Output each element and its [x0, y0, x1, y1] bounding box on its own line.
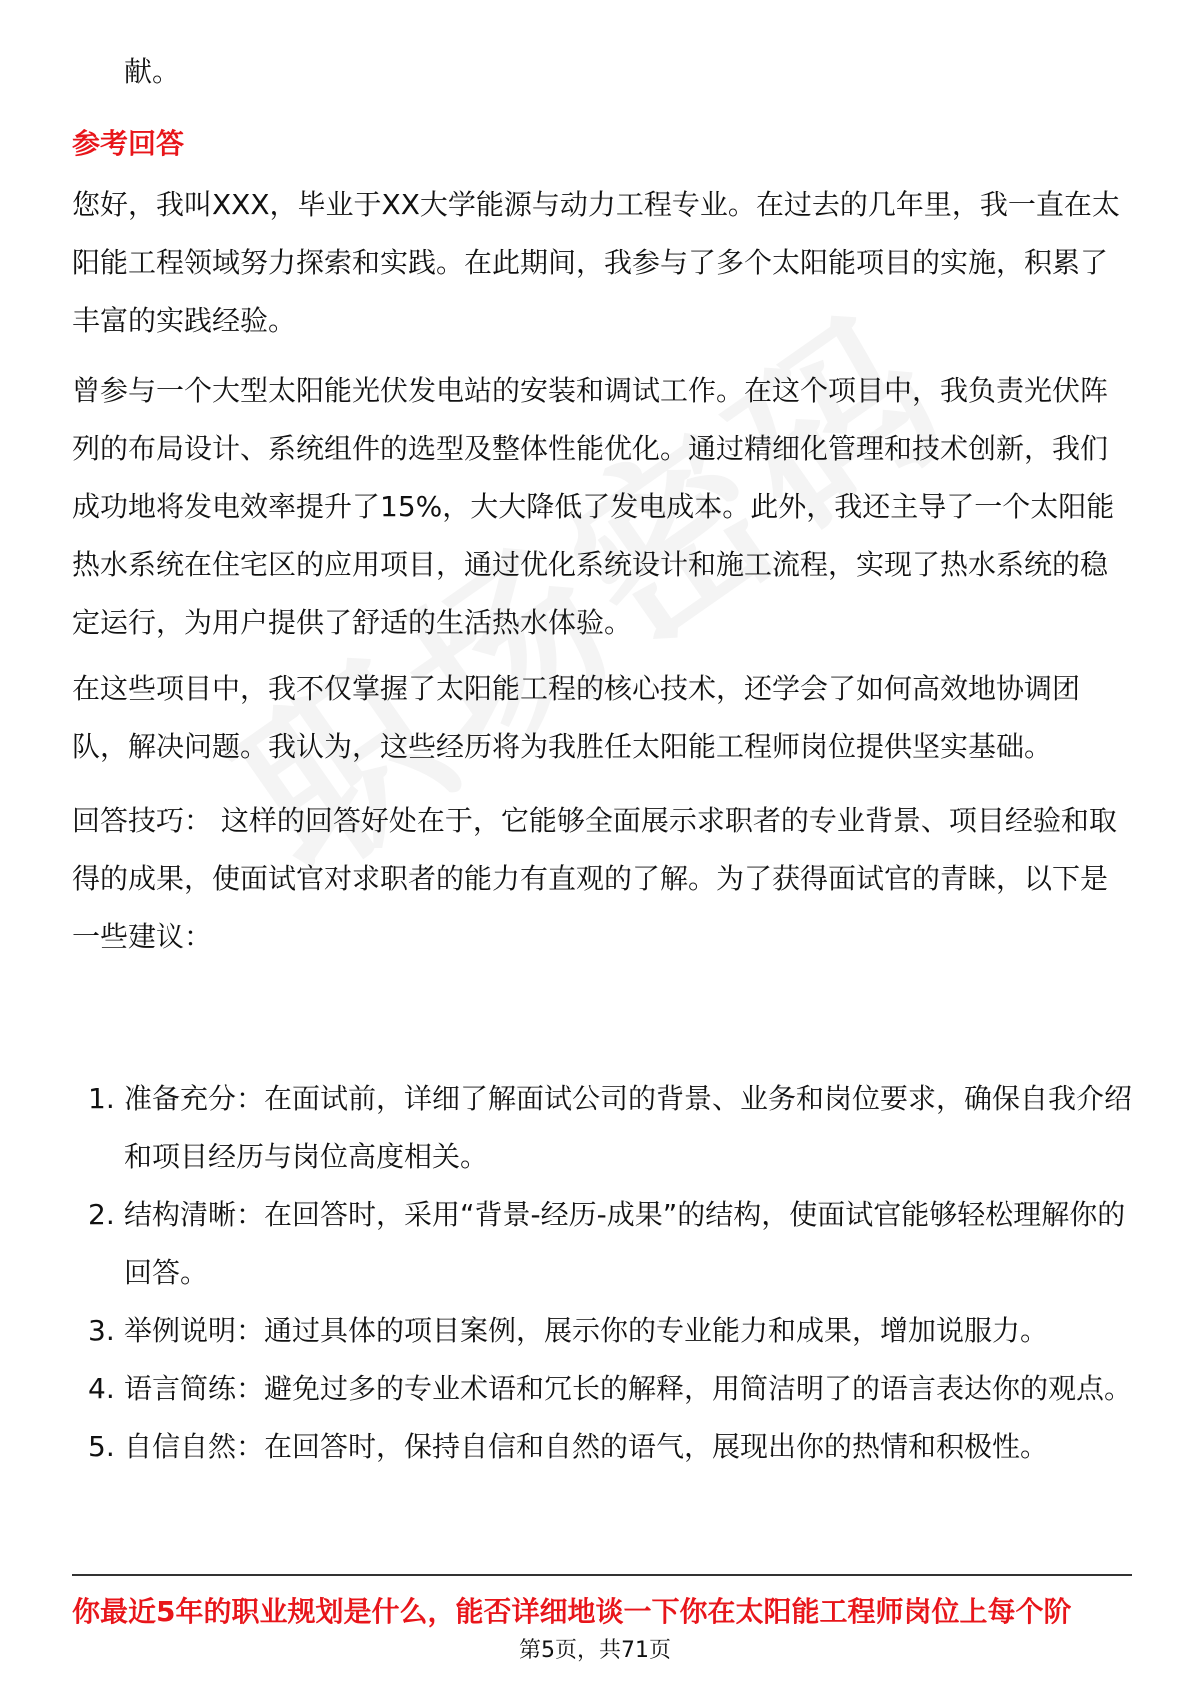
section-divider	[72, 1574, 1132, 1576]
list-item	[72, 1418, 1132, 1476]
list-item-text: 准备充分：在面试前，详细了解面试公司的背景、业务和岗位要求，确保自我介绍和项目经历与岗位高度相关。	[124, 1082, 1133, 1173]
list-item-number: 3.	[88, 1314, 115, 1347]
list-item-number: 5.	[88, 1430, 115, 1463]
tips-list	[72, 1070, 1132, 1476]
list-item-text: 自信自然：在回答时，保持自信和自然的语气，展现出你的热情和积极性。	[124, 1430, 1049, 1463]
list-item-number: 1.	[88, 1082, 115, 1115]
page-number: 第5页，共71页	[519, 1638, 671, 1663]
paragraph-tips-intro: 回答技巧： 这样的回答好处在于，它能够全面展示求职者的专业背景、项目经验和取得的成果，使面试官对求职者的能力有直观的了解。为了获得面试官的青睐，以下是一些建议：	[72, 804, 1117, 953]
list-item	[72, 1186, 1132, 1302]
paragraph-summary: 在这些项目中，我不仅掌握了太阳能工程的核心技术，还学会了如何高效地协调团队，解决问题。我认为，这些经历将为我胜任太阳能工程师岗位提供坚实基础。	[72, 672, 1081, 763]
list-item-text: 语言简练：避免过多的专业术语和冗长的解释，用简洁明了的语言表达你的观点。	[124, 1372, 1133, 1405]
list-item-number: 2.	[88, 1198, 115, 1231]
reference-answer-heading: 参考回答	[72, 127, 185, 160]
list-item-number: 4.	[88, 1372, 115, 1405]
list-item	[72, 1302, 1132, 1360]
list-item	[72, 1360, 1132, 1418]
continuation-text: 献。	[124, 55, 181, 88]
next-question-heading: 你最近5年的职业规划是什么，能否详细地谈一下你在太阳能工程师岗位上每个阶	[72, 1595, 1072, 1628]
list-item	[72, 1070, 1132, 1186]
list-item-text: 举例说明：通过具体的项目案例，展示你的专业能力和成果，增加说服力。	[124, 1314, 1049, 1347]
paragraph-intro: 您好，我叫XXX，毕业于XX大学能源与动力工程专业。在过去的几年里，我一直在太阳能工程领域努力探索和实践。在此期间，我参与了多个太阳能项目的实施，积累了丰富的实践经验。	[72, 188, 1120, 337]
paragraph-project: 曾参与一个大型太阳能光伏发电站的安装和调试工作。在这个项目中，我负责光伏阵列的布局设计、系统组件的选型及整体性能优化。通过精细化管理和技术创新，我们成功地将发电效率提升了15%，大大降低了发电成本。此外，我还主导了一个太阳能热水系统在住宅区的应用项目，通过优化系统设计和施工流程，实现了热水系统的稳定运行，为用户提供了舒适的生活热水体验。	[72, 374, 1115, 639]
list-item-text: 结构清晰：在回答时，采用“背景-经历-成果”的结构，使面试官能够轻松理解你的回答。	[124, 1198, 1126, 1289]
